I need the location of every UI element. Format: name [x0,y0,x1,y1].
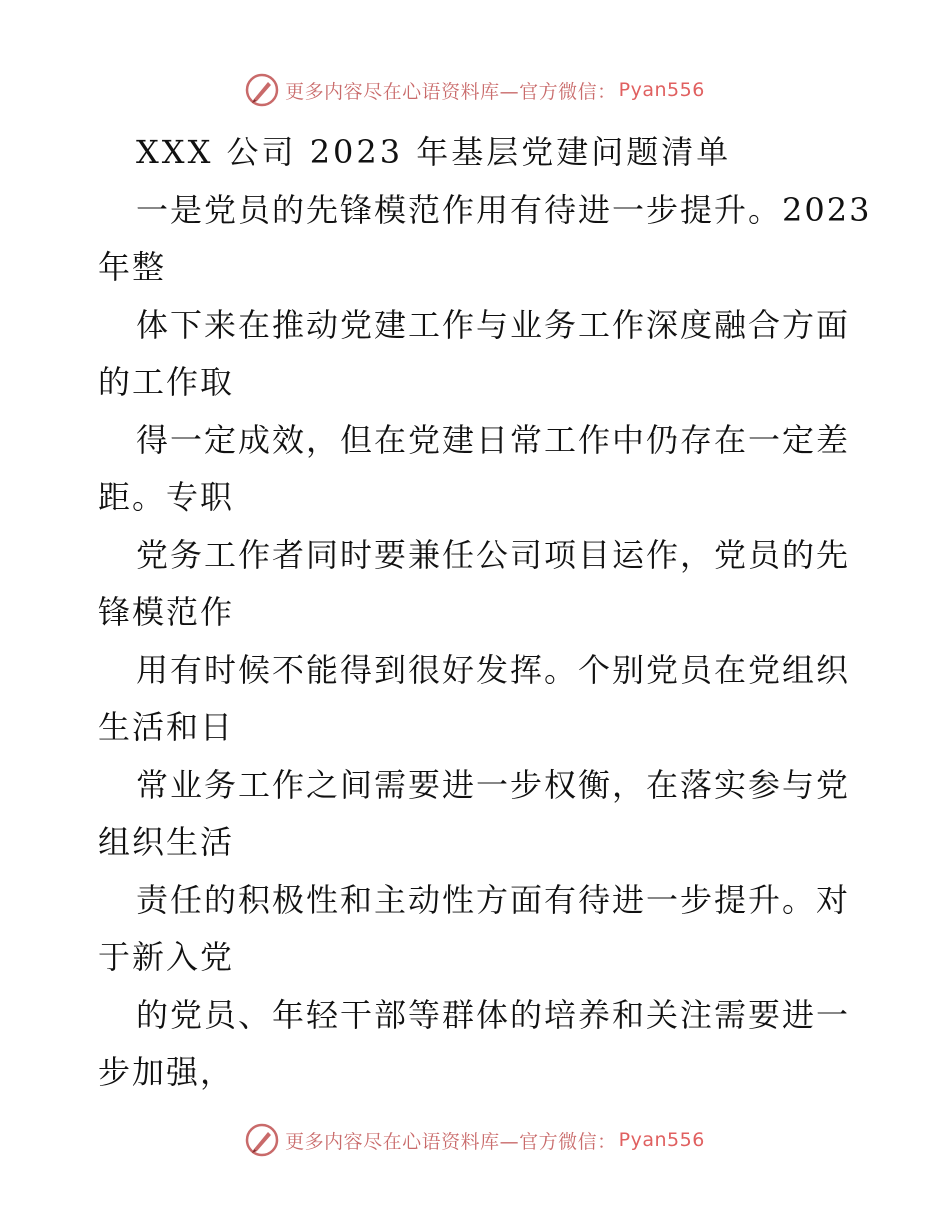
quill-pen-icon [245,73,279,107]
text-line: 的党员、年轻干部等群体的培养和关注需要进一 [136,995,851,1034]
text-line: 生活和日 [98,708,235,746]
text-line: 党务工作者同时要兼任公司项目运作，党员的先 [136,535,851,574]
watermark-text: 更多内容尽在心语资料库—官方微信： [285,80,617,103]
watermark-text: 更多内容尽在心语资料库—官方微信： [285,1130,617,1153]
text-line: 锋模范作 [98,593,235,631]
text-line: 一是党员的先锋模范作用有待进一步提升。2023 [136,190,872,229]
text-line: 组织生活 [98,823,235,861]
quill-pen-icon [245,1123,279,1157]
watermark-handle: Pyan556 [618,1129,705,1151]
text-line: 于新入党 [98,938,235,976]
text-line: 体下来在推动党建工作与业务工作深度融合方面 [136,305,851,344]
paragraph-lines [98,182,872,1102]
text-line: 用有时候不能得到很好发挥。个别党员在党组织 [136,650,851,689]
text-line: 距。专职 [98,478,235,516]
text-line: 得一定成效，但在党建日常工作中仍存在一定差 [136,420,851,459]
document-body [98,124,872,1102]
text-line: 步加强， [98,1053,235,1091]
watermark-handle: Pyan556 [618,79,705,101]
text-line: 责任的积极性和主动性方面有待进一步提升。对 [136,880,851,919]
watermark-footer [0,1120,950,1160]
text-line: 常业务工作之间需要进一步权衡，在落实参与党 [136,765,851,804]
text-line: 年整 [98,248,167,286]
watermark-header [0,70,950,110]
text-line: 的工作取 [98,363,235,401]
document-title: XXX 公司 2023 年基层党建问题清单 [136,133,732,171]
